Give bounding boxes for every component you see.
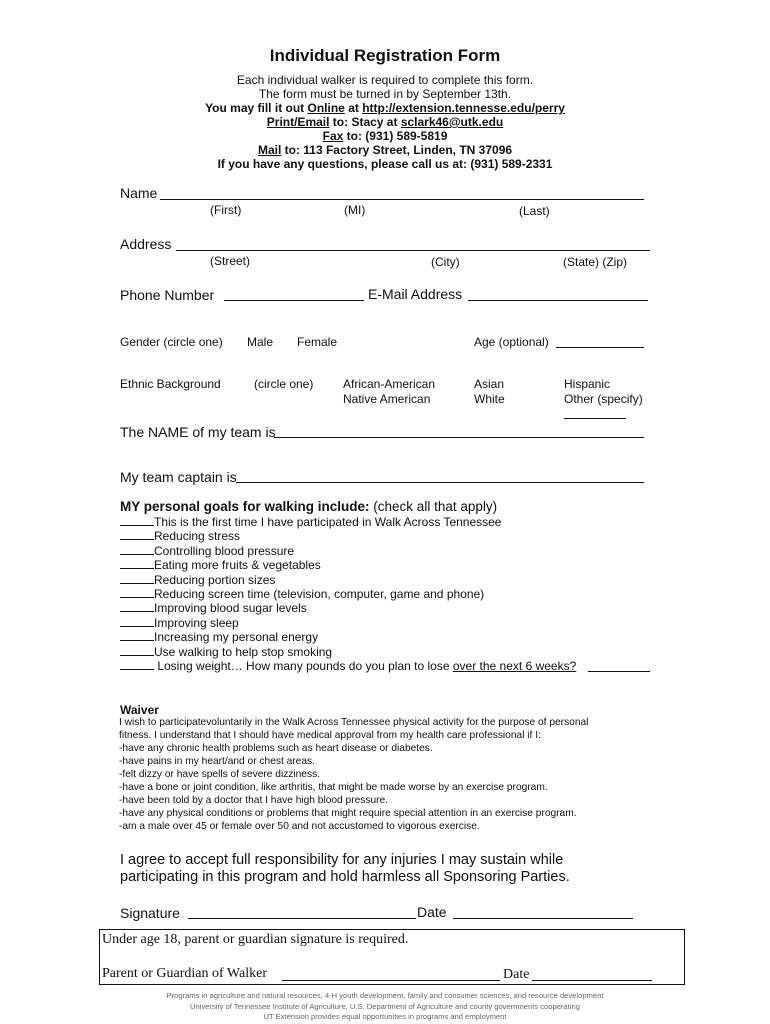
goals-heading-rest: (check all that apply)	[369, 499, 498, 514]
goal-label: Reducing portion sizes	[154, 573, 276, 587]
gender-label: Gender (circle one)	[120, 335, 223, 349]
ethnic-option-native-american[interactable]: Native American	[343, 392, 431, 406]
online-url-link[interactable]: http://extension.tennesse.edu/perry	[362, 101, 565, 115]
goal-checkbox[interactable]	[120, 587, 154, 598]
goals-heading	[120, 499, 497, 514]
goal-item[interactable]	[120, 630, 318, 644]
goal-label: Reducing stress	[154, 529, 241, 543]
guardian-date-label: Date	[503, 967, 530, 982]
online-word: Online	[307, 101, 345, 115]
goal-checkbox[interactable]	[120, 529, 154, 540]
goal-label: Controlling blood pressure	[154, 544, 295, 558]
team-name-field[interactable]	[274, 437, 644, 438]
age-label: Age (optional)	[474, 335, 549, 349]
signature-date-label: Date	[417, 904, 447, 920]
team-captain-label: My team captain is	[120, 469, 237, 485]
goal-weight-period: over the next 6 weeks?	[452, 659, 577, 673]
ethnic-option-asian[interactable]: Asian	[474, 377, 505, 391]
email-field[interactable]	[468, 300, 648, 301]
fax-line	[0, 129, 770, 143]
waiver-line: -am a male over 45 or female over 50 and not accustomed to vigorous exercise.	[119, 821, 480, 832]
guardian-date-field[interactable]	[532, 980, 652, 981]
waiver-line: I wish to participatevoluntarily in the Walk Across Tennessee physical activity for the purpose of personal	[119, 717, 589, 728]
ethnic-option-white[interactable]: White	[474, 392, 505, 406]
goal-item[interactable]	[120, 587, 484, 601]
waiver-line: -felt dizzy or have spells of severe dizziness.	[119, 769, 321, 780]
goal-item[interactable]	[120, 645, 332, 659]
fax-text: to: (931) 589-5819	[343, 129, 448, 143]
questions-line: If you have any questions, please call us at: (931) 589-2331	[217, 157, 553, 171]
ethnic-option-other[interactable]: Other (specify)	[564, 392, 643, 406]
team-name-label: The NAME of my team is	[120, 424, 276, 440]
waiver-line: fitness. I understand that I should have medical approval from my health care professional if I:	[119, 730, 541, 741]
instructions-line2: The form must be turned in by September 13th.	[258, 87, 512, 101]
guardian-label: Parent or Guardian of Walker	[102, 966, 267, 981]
goal-checkbox[interactable]	[120, 573, 154, 584]
ethnic-option-hispanic[interactable]: Hispanic	[564, 377, 611, 391]
mail-line	[0, 143, 770, 157]
goal-label: Reducing screen time (television, computer, game and phone)	[154, 587, 485, 601]
goal-checkbox[interactable]	[120, 659, 154, 670]
goal-label: Increasing my personal energy	[154, 630, 319, 644]
footer-line3: UT Extension provides equal opportunities in programs and employment	[263, 1012, 507, 1021]
ethnic-other-field[interactable]	[564, 418, 626, 419]
waiver-line: -have a bone or joint condition, like arthritis, that might be made worse by an exercise program.	[119, 782, 548, 793]
address-state-zip-caption: (State) (Zip)	[563, 255, 628, 269]
ethnic-label: Ethnic Background	[120, 377, 221, 391]
goals-heading-bold: MY personal goals for walking include:	[120, 499, 370, 514]
mail-label: Mail	[257, 143, 282, 157]
gender-female-option[interactable]: Female	[297, 335, 338, 349]
instructions-line1: Each individual walker is required to complete this form.	[236, 73, 534, 87]
phone-label: Phone Number	[120, 287, 215, 303]
waiver-line: -have pains in my heart/and or chest areas.	[119, 756, 315, 767]
fax-label: Fax	[322, 129, 344, 143]
goal-checkbox[interactable]	[120, 630, 154, 641]
address-street-caption: (Street)	[210, 254, 251, 268]
goal-item[interactable]	[120, 616, 239, 630]
phone-field[interactable]	[224, 300, 364, 301]
goal-checkbox[interactable]	[120, 558, 154, 569]
ethnic-circle-caption: (circle one)	[254, 377, 314, 391]
goal-checkbox[interactable]	[120, 544, 154, 555]
waiver-line: -have any chronic health problems such as heart disease or diabetes.	[119, 743, 433, 754]
goal-label: This is the first time I have participated in Walk Across Tennessee	[154, 515, 502, 529]
online-line	[0, 101, 770, 115]
name-first-caption: (First)	[210, 203, 242, 217]
signature-field[interactable]	[188, 918, 416, 919]
agreement-line2: participating in this program and hold harmless all Sponsoring Parties.	[120, 869, 570, 885]
name-label: Name	[120, 185, 158, 201]
age-field[interactable]	[556, 347, 644, 348]
gender-male-option[interactable]: Male	[247, 335, 274, 349]
signature-date-field[interactable]	[453, 918, 633, 919]
goal-item[interactable]	[120, 558, 321, 572]
name-last-caption: (Last)	[519, 204, 550, 218]
goal-weight-field[interactable]	[588, 671, 650, 672]
goal-label: Improving blood sugar levels	[154, 601, 307, 615]
name-mi-caption: (MI)	[344, 203, 366, 217]
goal-label: Eating more fruits & vegetables	[154, 558, 321, 572]
email-link[interactable]: sclark46@utk.edu	[400, 115, 504, 129]
address-city-caption: (City)	[431, 255, 460, 269]
footer-line1: Programs in agriculture and natural resources, 4-H youth development, family and consumer sciences, and resource development	[166, 991, 604, 1000]
goal-label: Improving sleep	[154, 616, 239, 630]
guardian-notice: Under age 18, parent or guardian signature is required.	[102, 932, 409, 947]
print-mid: to: Stacy at	[329, 115, 401, 129]
goal-checkbox[interactable]	[120, 616, 154, 627]
waiver-line: -have any physical conditions or problems that might require special attention in an exercise program.	[119, 808, 577, 819]
waiver-line: -have been told by a doctor that I have high blood pressure.	[119, 795, 389, 806]
goal-weight-label: Losing weight… How many pounds do you plan to lose	[154, 659, 453, 673]
waiver-heading: Waiver	[120, 703, 159, 717]
ethnic-option-african-american[interactable]: African-American	[343, 377, 436, 391]
goal-item[interactable]	[120, 573, 275, 587]
online-mid: at	[344, 101, 363, 115]
online-prefix: You may fill it out	[205, 101, 308, 115]
goal-item[interactable]	[120, 544, 294, 558]
name-field[interactable]	[160, 199, 644, 200]
goal-label: Use walking to help stop smoking	[154, 645, 333, 659]
goal-checkbox[interactable]	[120, 645, 154, 656]
guardian-signature-field[interactable]	[282, 980, 500, 981]
mail-text: to: 113 Factory Street, Linden, TN 37096	[281, 143, 513, 157]
print-label: Print/Email	[266, 115, 330, 129]
goal-item[interactable]	[120, 515, 501, 529]
goal-item-weight[interactable]	[120, 659, 576, 673]
goal-checkbox[interactable]	[120, 515, 154, 526]
goal-checkbox[interactable]	[120, 601, 154, 612]
address-field[interactable]	[176, 250, 650, 251]
footer-line2: University of Tennessee Institute of Agriculture, U.S. Department of Agriculture and county governments cooperating	[190, 1002, 580, 1011]
agreement-line1: I agree to accept full responsibility for any injuries I may sustain while	[120, 852, 564, 868]
team-captain-field[interactable]	[236, 482, 644, 483]
signature-label: Signature	[120, 905, 180, 921]
email-label: E-Mail Address	[368, 286, 463, 302]
goal-item[interactable]	[120, 601, 307, 615]
address-label: Address	[120, 236, 172, 252]
print-email-line	[0, 115, 770, 129]
goal-item[interactable]	[120, 529, 240, 543]
form-title: Individual Registration Form	[269, 46, 501, 65]
